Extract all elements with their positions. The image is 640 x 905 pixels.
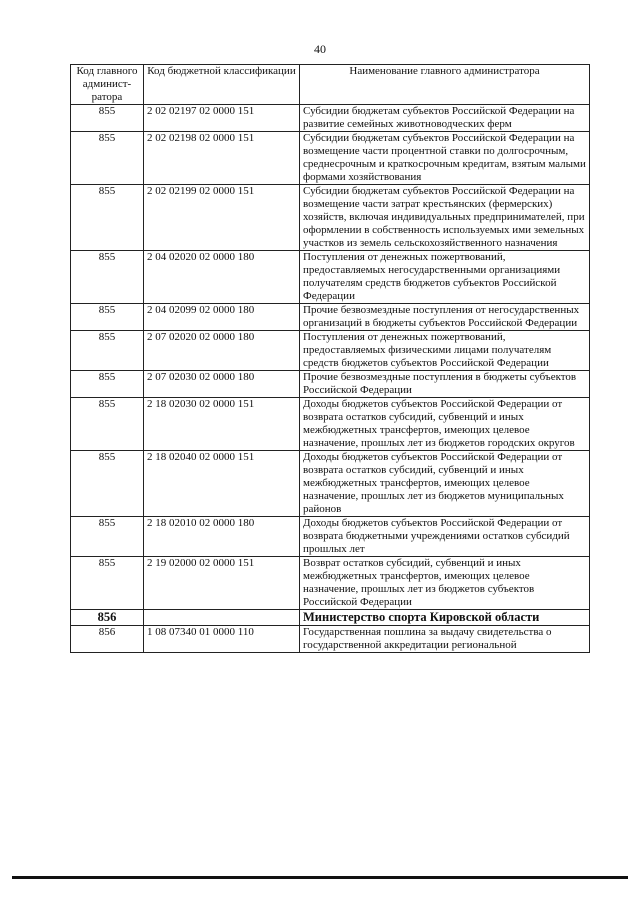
budget-code-cell: 2 04 02099 02 0000 180 [144, 304, 300, 331]
admin-name-cell: Субсидии бюджетам субъектов Российской Федерации на возмещение части процентной ставки по долгосрочным, среднесрочным и краткосрочным кредитам, взятым малыми формами хозяйствования [300, 132, 590, 185]
table-row [71, 304, 590, 331]
table-row [71, 132, 590, 185]
budget-code-cell: 2 02 02199 02 0000 151 [144, 185, 300, 251]
table-row [71, 626, 590, 653]
admin-code-cell: 855 [71, 132, 144, 185]
department-row [71, 610, 590, 626]
header-budget-code: Код бюджетной классификации [144, 65, 300, 105]
admin-name-cell: Государственная пошлина за выдачу свидетельства о государственной аккредитации региональной [300, 626, 590, 653]
page-bottom-rule [12, 876, 628, 879]
table-row [71, 185, 590, 251]
admin-code-cell: 856 [71, 626, 144, 653]
admin-name-cell: Субсидии бюджетам субъектов Российской Федерации на развитие семейных животноводческих ферм [300, 105, 590, 132]
admin-name-cell: Субсидии бюджетам субъектов Российской Федерации на возмещение части затрат крестьянских (фермерских) хозяйств, включая индивидуальных предпринимателей, при оформлении в собственность используемых ими земельных участков из земель сельскохозяйственного назначения [300, 185, 590, 251]
admin-code-cell: 855 [71, 105, 144, 132]
department-name: Министерство спорта Кировской области [300, 610, 590, 626]
admin-code-cell: 855 [71, 371, 144, 398]
table-row [71, 398, 590, 451]
admin-code-cell: 855 [71, 557, 144, 610]
table-row [71, 517, 590, 557]
table-row [71, 557, 590, 610]
department-admin-code: 856 [71, 610, 144, 626]
table-row [71, 251, 590, 304]
budget-code-cell: 2 04 02020 02 0000 180 [144, 251, 300, 304]
budget-classification-table [70, 64, 590, 653]
admin-name-cell: Прочие безвозмездные поступления от негосударственных организаций в бюджеты субъектов Российской Федерации [300, 304, 590, 331]
admin-name-cell: Доходы бюджетов субъектов Российской Федерации от возврата остатков субсидий, субвенций и иных межбюджетных трансфертов, имеющих целевое назначение, прошлых лет из бюджетов городских округов [300, 398, 590, 451]
admin-code-cell: 855 [71, 331, 144, 371]
budget-code-cell: 2 18 02010 02 0000 180 [144, 517, 300, 557]
budget-code-cell: 2 19 02000 02 0000 151 [144, 557, 300, 610]
table-row [71, 105, 590, 132]
header-admin-name: Наименование главного администратора [300, 65, 590, 105]
header-admin-code: Код главного админист- ратора [71, 65, 144, 105]
budget-code-cell: 2 02 02197 02 0000 151 [144, 105, 300, 132]
admin-name-cell: Возврат остатков субсидий, субвенций и иных межбюджетных трансфертов, имеющих целевое назначение, прошлых лет из бюджетов субъектов Российской Федерации [300, 557, 590, 610]
table-row [71, 331, 590, 371]
page-number: 40 [314, 42, 326, 56]
admin-name-cell: Прочие безвозмездные поступления в бюджеты субъектов Российской Федерации [300, 371, 590, 398]
admin-code-cell: 855 [71, 251, 144, 304]
admin-code-cell: 855 [71, 398, 144, 451]
admin-name-cell: Доходы бюджетов субъектов Российской Федерации от возврата бюджетными учреждениями остатков субсидий прошлых лет [300, 517, 590, 557]
admin-code-cell: 855 [71, 304, 144, 331]
admin-code-cell: 855 [71, 517, 144, 557]
budget-code-cell: 2 02 02198 02 0000 151 [144, 132, 300, 185]
admin-name-cell: Поступления от денежных пожертвований, предоставляемых физическими лицами получателям средств бюджетов субъектов Российской Федерации [300, 331, 590, 371]
budget-code-cell: 2 18 02040 02 0000 151 [144, 451, 300, 517]
admin-name-cell: Доходы бюджетов субъектов Российской Федерации от возврата остатков субсидий, субвенций и иных межбюджетных трансфертов, имеющих целевое назначение, прошлых лет из бюджетов муниципальных районов [300, 451, 590, 517]
admin-code-cell: 855 [71, 185, 144, 251]
table-row [71, 371, 590, 398]
admin-code-cell: 855 [71, 451, 144, 517]
admin-name-cell: Поступления от денежных пожертвований, предоставляемых негосударственными организациями получателям средств бюджетов субъектов Российской Федерации [300, 251, 590, 304]
table-header-row [71, 65, 590, 105]
table-row [71, 451, 590, 517]
department-code-cell [144, 610, 300, 626]
budget-code-cell: 1 08 07340 01 0000 110 [144, 626, 300, 653]
budget-code-cell: 2 07 02030 02 0000 180 [144, 371, 300, 398]
budget-code-cell: 2 07 02020 02 0000 180 [144, 331, 300, 371]
budget-code-cell: 2 18 02030 02 0000 151 [144, 398, 300, 451]
